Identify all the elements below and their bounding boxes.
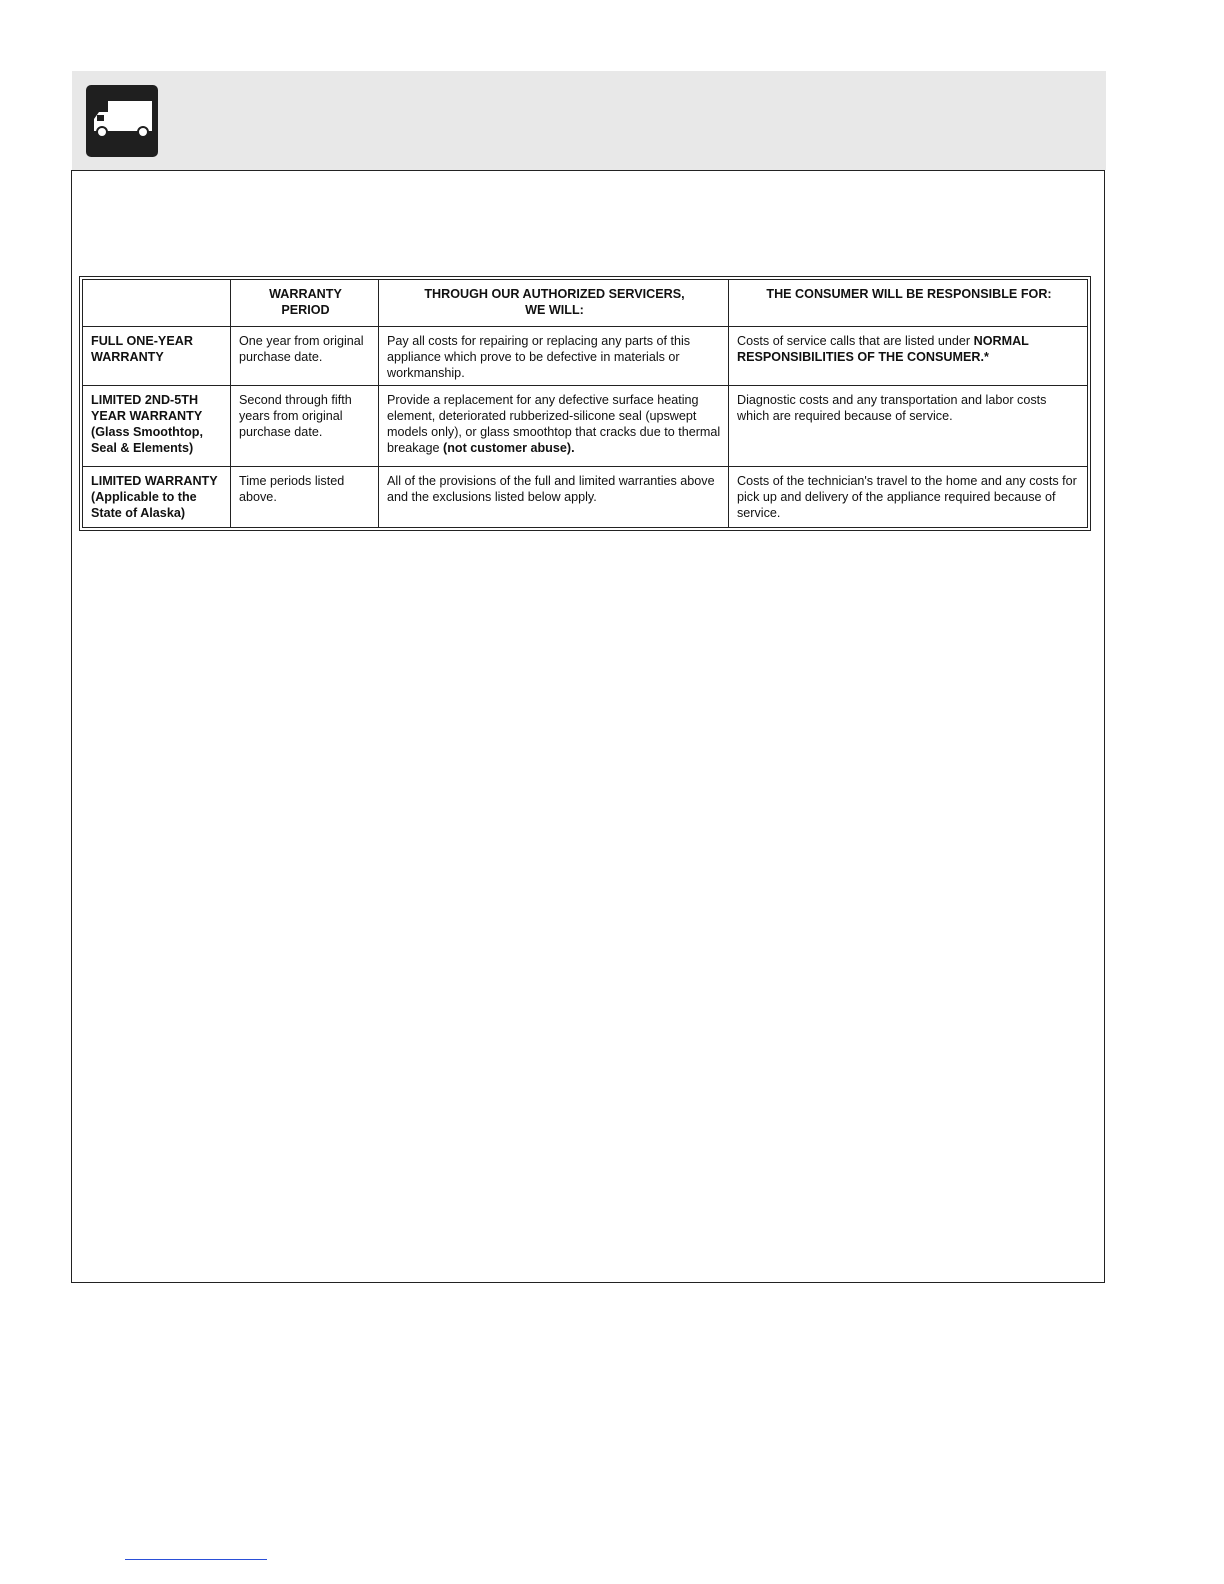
- header-cell-blank: [83, 280, 231, 327]
- row-type-line: FULL ONE-YEAR: [91, 334, 193, 348]
- row-type-line: YEAR WARRANTY: [91, 409, 203, 423]
- row-type-line: (Applicable to the: [91, 490, 197, 504]
- row-period: Second through fifth years from original purchase date.: [231, 386, 379, 467]
- row-consumer-text: Costs of service calls that are listed under: [737, 334, 974, 348]
- header-warranty-period-line2: PERIOD: [281, 303, 330, 317]
- row-consumer: Diagnostic costs and any transportation and labor costs which are required because of service.: [729, 386, 1088, 467]
- row-type-line: State of Alaska): [91, 506, 186, 520]
- row-period: Time periods listed above.: [231, 467, 379, 528]
- row-consumer: Costs of the technician's travel to the home and any costs for pick up and delivery of the appliance required because of service.: [729, 467, 1088, 528]
- row-type-line: Seal & Elements): [91, 441, 194, 455]
- table-header-row: [83, 280, 1088, 327]
- row-we-will-text: Provide a replacement for any defective surface heating element, deteriorated rubberized-silicone seal (upswept models only), or glass smoothtop that cracks due to thermal breakage: [387, 393, 721, 455]
- header-warranty-period: [231, 280, 379, 327]
- row-we-will: Pay all costs for repairing or replacing any parts of this appliance which prove to be defective in materials or workmanship.: [379, 327, 729, 386]
- row-we-will: All of the provisions of the full and limited warranties above and the exclusions listed below apply.: [379, 467, 729, 528]
- row-we-will-bold-text: (not customer abuse).: [443, 441, 575, 455]
- table-row: [83, 386, 1088, 467]
- table-row: [83, 467, 1088, 528]
- row-we-will: [379, 386, 729, 467]
- warranty-table: [82, 279, 1088, 528]
- row-type-line: (Glass Smoothtop,: [91, 425, 203, 439]
- row-limited-alaska-type: [83, 467, 231, 528]
- row-limited-2nd-5th-type: [83, 386, 231, 467]
- header-we-will-line1: THROUGH OUR AUTHORIZED SERVICERS,: [424, 287, 685, 301]
- header-band: [72, 71, 1106, 170]
- truck-icon: [86, 85, 158, 157]
- row-consumer: [729, 327, 1088, 386]
- row-period: One year from original purchase date.: [231, 327, 379, 386]
- row-type-line: LIMITED 2ND-5TH: [91, 393, 199, 407]
- row-type-line: LIMITED WARRANTY: [91, 474, 218, 488]
- header-we-will-line2: WE WILL:: [525, 303, 584, 317]
- header-consumer: THE CONSUMER WILL BE RESPONSIBLE FOR:: [729, 280, 1088, 327]
- warranty-table-frame: [79, 276, 1091, 531]
- table-row: [83, 327, 1088, 386]
- row-type-line: WARRANTY: [91, 350, 164, 364]
- header-we-will: [379, 280, 729, 327]
- footer-link[interactable]: [125, 1559, 267, 1560]
- row-full-one-year-type: [83, 327, 231, 386]
- header-warranty-period-line1: WARRANTY: [269, 287, 342, 301]
- row-consumer-bold-text: NORMAL RESPONSIBILITIES OF THE CONSUMER.*: [737, 334, 1029, 364]
